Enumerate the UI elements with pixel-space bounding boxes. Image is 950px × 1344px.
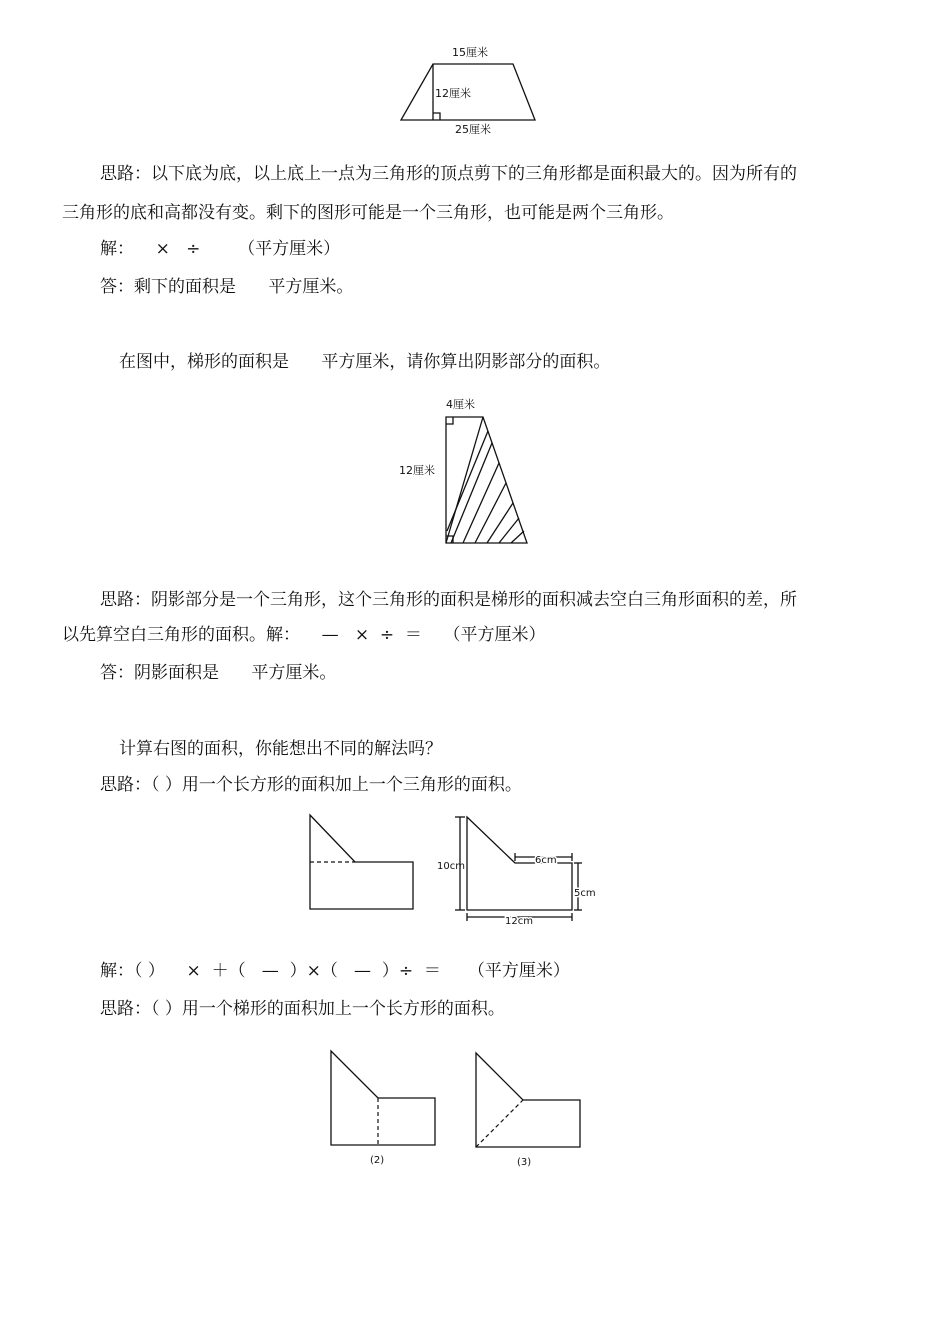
problem3-solution1: 解：（ ） × ＋（ — ）×（ — ）÷ ＝ （平方厘米）: [100, 961, 570, 981]
problem2-idea-line2: 以先算空白三角形的面积。解： — × ÷ ＝ （平方厘米）: [62, 625, 546, 645]
problem1-idea-line2: 三角形的底和高都没有变。剩下的图形可能是一个三角形，也可能是两个三角形。: [62, 203, 674, 223]
problem2-answer: 答：阴影面积是 平方厘米。: [100, 663, 337, 683]
dashed-diagonal-split: [476, 1100, 523, 1147]
shaded-trapezoid-figure: [395, 393, 535, 553]
trapezoid-height-label: 12厘米: [435, 87, 471, 100]
trapezoid-figure: [395, 40, 555, 140]
composite-figure-method1: [300, 805, 430, 920]
caption-2: (2): [370, 1155, 385, 1166]
problem1-idea-line1: 思路：以下底为底，以上底上一点为三角形的顶点剪下的三角形都是面积最大的。因为所有的: [100, 164, 797, 184]
trapezoid2-top-label: 4厘米: [446, 398, 475, 411]
problem3-idea1: 思路：（ ）用一个长方形的面积加上一个三角形的面积。: [100, 775, 522, 795]
problem3-idea2: 思路：（ ）用一个梯形的面积加上一个长方形的面积。: [100, 999, 505, 1019]
trapezoid-bottom-label: 25厘米: [455, 123, 491, 136]
trapezoid2-height-label: 12厘米: [399, 464, 435, 477]
problem1-solution: 解： × ÷ （平方厘米）: [100, 239, 341, 259]
width-6cm-label: 6cm: [535, 855, 557, 866]
height-5cm-label: 5cm: [574, 888, 596, 899]
width-12cm-label: 12cm: [505, 916, 533, 927]
problem2-idea-line1: 思路：阴影部分是一个三角形，这个三角形的面积是梯形的面积减去空白三角形面积的差，所: [100, 590, 797, 610]
height-10cm-label: 10cm: [437, 861, 465, 872]
right-angle-mark: [433, 113, 440, 120]
composite-figure-method2: [325, 1045, 445, 1170]
trapezoid-top-label: 15厘米: [452, 46, 488, 59]
caption-3: (3): [517, 1157, 532, 1168]
right-dimension-line: [574, 863, 582, 910]
problem2-question: 在图中，梯形的面积是 平方厘米，请你算出阴影部分的面积。: [119, 352, 611, 372]
right-angle-mark-top: [446, 417, 453, 424]
shading-hatch: [447, 431, 524, 543]
composite-shape-3: [476, 1053, 580, 1147]
problem1-answer: 答：剩下的面积是 平方厘米。: [100, 277, 354, 297]
problem3-question: 计算右图的面积，你能想出不同的解法吗？: [119, 739, 442, 759]
composite-figure-method3: [470, 1045, 590, 1175]
dimensioned-figure: [435, 805, 605, 930]
composite-shape-2: [331, 1051, 435, 1145]
